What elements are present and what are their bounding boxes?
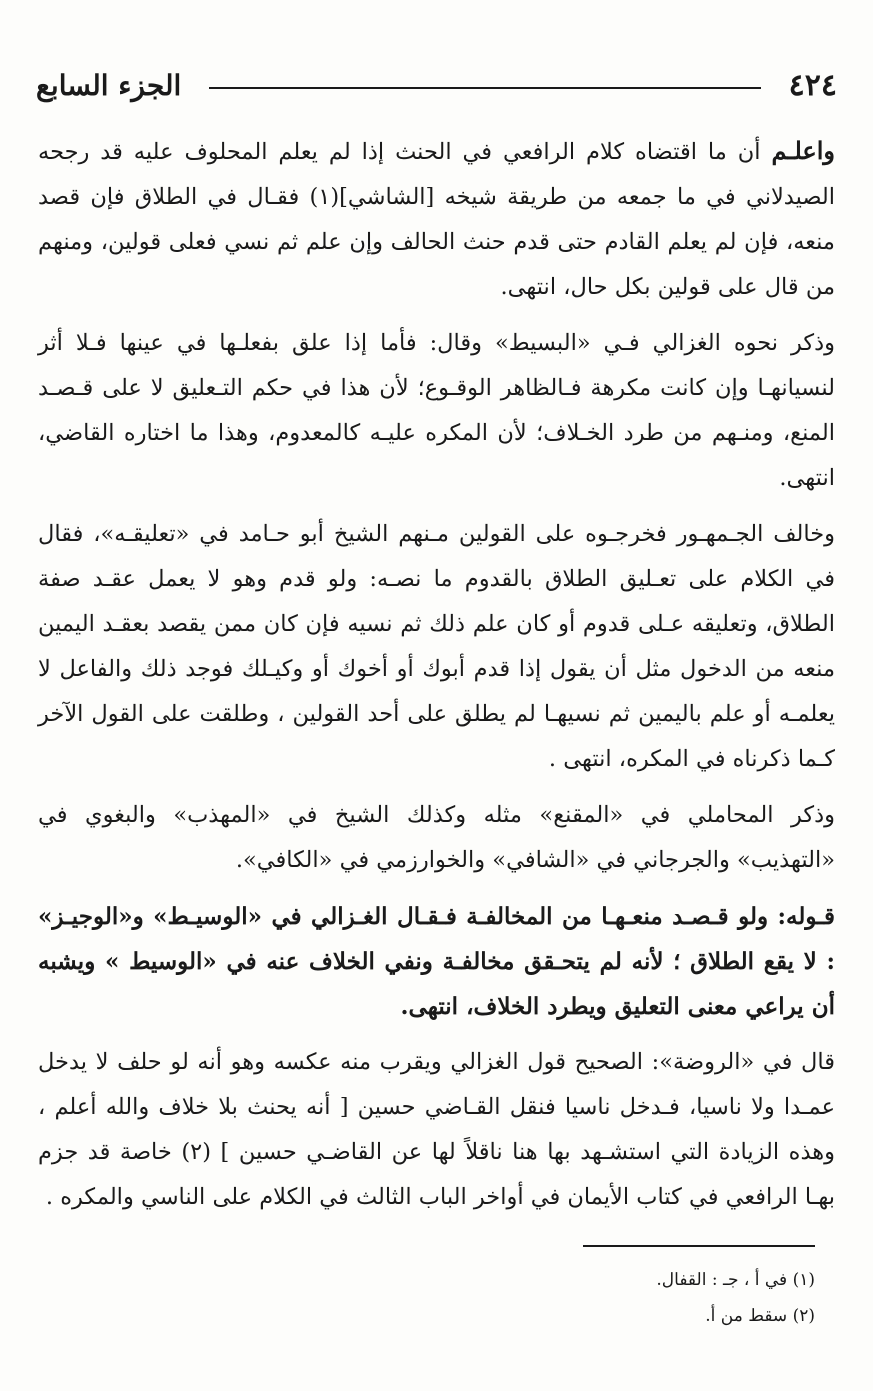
page-number: ٤٢٤ xyxy=(788,67,837,103)
footnote-1: (١) في أ ، جـ : القفال. xyxy=(656,1270,815,1290)
footnotes xyxy=(60,1262,815,1334)
page-header xyxy=(36,62,837,108)
paragraph-5-quote: قـوله: ولو قـصـد منعـهـا من المخالفـة فـقـال الغـزالي في «الوسيـط» و«الوجيـز» : لا يقع الطلاق ؛ لأنه لم يتحـقق مخالفـة ونفي الخلاف عنه في «الوسيط » ويشبه أن يراعي معنى التعليق ويطرد الخلاف، انتهى. xyxy=(38,903,835,1020)
paragraph-6: قال في «الروضة»: الصحيح قول الغزالي ويقرب منه عكسه وهو أنه لو حلف لا يدخل عمـدا ولا ناسيا، فـدخل ناسيا فنقل القـاضي حسين [ أنه يحنث بلا خلاف والله أعلم ، وهذه الزيادة التي استشـهد بها هنا ناقلاً لها عن القاضـي حسين ] (٢) خاصة قد جزم بهـا الرافعي في كتاب الأيمان في أواخر الباب الثالث في الكلام على الناسي والمكره . xyxy=(38,1049,835,1210)
footnote-2: (٢) سقط من أ. xyxy=(705,1306,815,1326)
paragraph-4: وذكر المحاملي في «المقنع» مثله وكذلك الشيخ في «المهذب» والبغوي في «التهذيب» والجرجاني في «الشافي» والخوارزمي في «الكافي». xyxy=(38,802,835,873)
paragraph-2: وذكر نحوه الغزالي فـي «البسيط» وقال: فأما إذا علق بفعلـها في عينها فـلا أثر لنسيانهـا وإن كانت مكرهة فـالظاهر الوقـوع؛ لأن هذا في حكم التـعليق لا على قـصـد المنع، ومنـهم من طرد الخـلاف؛ لأن المكره عليـه كالمعدوم، وهذا ما اختاره القاضي، انتهى. xyxy=(38,330,835,491)
header-rule xyxy=(209,87,760,89)
paragraph-3: وخالف الجـمهـور فخرجـوه على القولين مـنهم الشيخ أبو حـامد في «تعليقـه»، فقال في الكلام على تعـليق الطلاق بالقدوم ما نصـه: ولو قدم وهو لا يعمل عقـد صفة الطلاق، وتعليقه عـلى قدوم أو كان علم ذلك ثم نسيه فإن كان ممن يقصد بعقـد اليمين منعه من الدخول مثل أن يقول إذا قدم أبوك أو أخوك أو وكيـلك فوجد ذلك والفاعل لا يعلمـه أو علم باليمين ثم نسيهـا لم يطلق على أحد القولين ، وطلقت على القول الآخر كـما ذكرناه في المكره، انتهى . xyxy=(38,521,835,772)
paragraph-1-text: أن ما اقتضاه كلام الرافعي في الحنث إذا لم يعلم المحلوف عليه قد رجحه الصيدلاني في ما جمعه من طريقة شيخه [الشاشي](١) فقـال في الطلاق فإن قصد منعه، فإن لم يعلم القادم حتى قدم حنث الحالف وإن علم ثم نسي فعلى قولين، ومنهم من قال على قولين بكل حال، انتهى. xyxy=(38,139,836,300)
footnote-rule xyxy=(583,1245,815,1247)
paragraph-lead-word: واعلـم xyxy=(771,136,835,165)
main-text xyxy=(38,128,835,1231)
running-title: الجزء السابع xyxy=(36,68,182,102)
paragraph-1 xyxy=(38,128,835,310)
